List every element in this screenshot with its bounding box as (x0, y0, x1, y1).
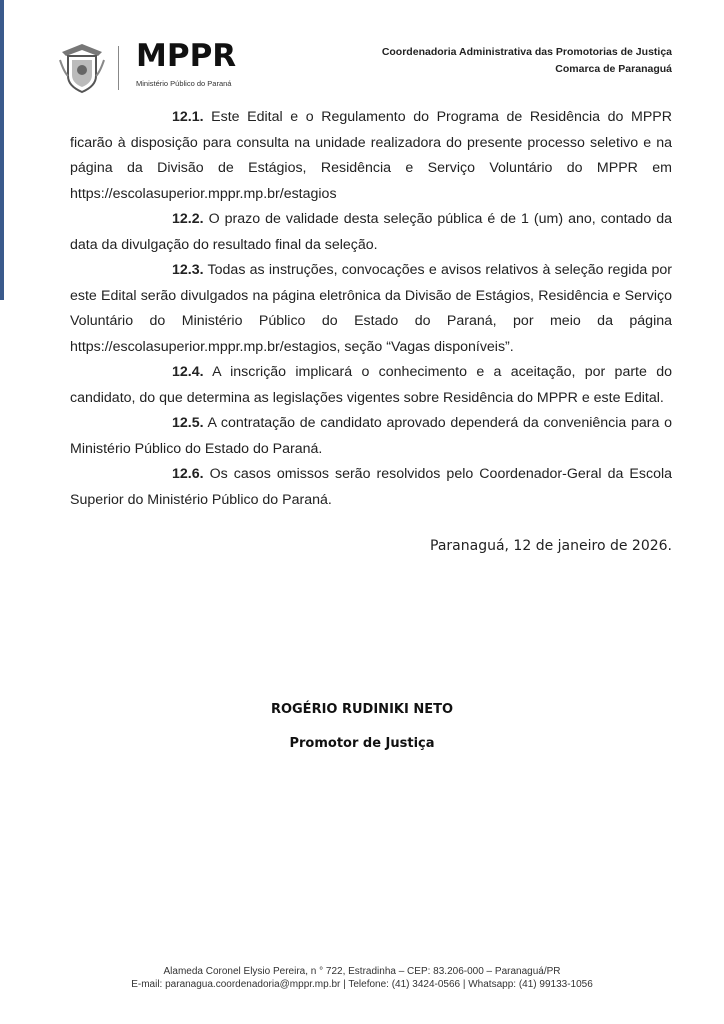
header-unit-line2: Comarca de Paranaguá (555, 63, 672, 75)
footer-contacts: E-mail: paranagua.coordenadoria@mppr.mp.br | Telefone: (41) 3424-0566 | Whatsapp: (41) 99133-1056 (131, 979, 593, 990)
page-footer (0, 965, 724, 991)
date-line: Paranaguá, 12 de janeiro de 2026. (430, 538, 672, 554)
clause-text: O prazo de validade desta seleção pública é de 1 (um) ano, contado da data da divulgação do resultado final da seleção. (70, 211, 672, 253)
document-body (70, 105, 672, 513)
clause-number: 12.4. (172, 364, 204, 380)
clause-text: A contratação de candidato aprovado dependerá da conveniência para o Ministério Público do Estado do Paraná. (70, 415, 672, 457)
mppr-logo: MPPR (136, 38, 237, 74)
clause-number: 12.1. (172, 109, 204, 125)
parana-coat-of-arms-icon (58, 42, 106, 94)
clause-12-4 (70, 360, 672, 411)
header-divider (118, 46, 119, 90)
clause-text: A inscrição implicará o conhecimento e a aceitação, por parte do candidato, do que determina as legislações vigentes sobre Residência do MPPR e este Edital. (70, 364, 672, 406)
header-unit-line1: Coordenadoria Administrativa das Promotorias de Justiça (381, 46, 672, 58)
clause-text: Todas as instruções, convocações e avisos relativos à seleção regida por este Edital serão divulgados na página eletrônica da Divisão de Estágios, Residência e Serviço Voluntário do Ministério Público do Estado do Paraná, por meio da página https://escolasuperior.mppr.mp.br/estagios, seção “Vagas disponíveis”. (70, 262, 672, 355)
mppr-logo-subtitle: Ministério Público do Paraná (136, 79, 232, 88)
clause-12-6 (70, 462, 672, 513)
clause-12-5 (70, 411, 672, 462)
clause-12-3 (70, 258, 672, 360)
clause-12-1 (70, 105, 672, 207)
clause-12-2 (70, 207, 672, 258)
signatory-role: Promotor de Justiça (289, 736, 435, 751)
clause-number: 12.5. (172, 415, 204, 431)
clause-text: Este Edital e o Regulamento do Programa de Residência do MPPR ficarão à disposição para consulta na unidade realizadora do presente processo seletivo e na página da Divisão de Estágios, Residência e Serviço Voluntário do MPPR em https://escolasuperior.mppr.mp.br/estagios (70, 109, 672, 202)
left-accent-bar (0, 0, 4, 300)
clause-text: Os casos omissos serão resolvidos pelo Coordenador-Geral da Escola Superior do Ministério Público do Paraná. (70, 466, 672, 508)
clause-number: 12.2. (172, 211, 204, 227)
header-unit (382, 44, 672, 78)
footer-address: Alameda Coronel Elysio Pereira, n ° 722, Estradinha – CEP: 83.206-000 – Paranaguá/PR (163, 966, 561, 977)
clause-number: 12.6. (172, 466, 204, 482)
signatory-name: ROGÉRIO RUDINIKI NETO (270, 702, 454, 717)
clause-number: 12.3. (172, 262, 204, 278)
